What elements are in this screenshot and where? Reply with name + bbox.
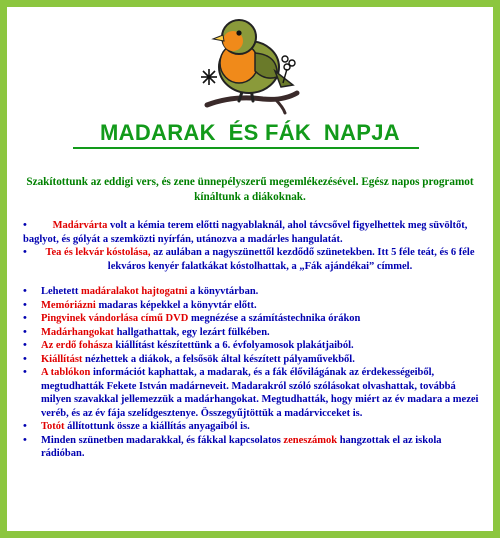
item-text: Lehetett: [41, 286, 81, 297]
list-item: [19, 312, 479, 326]
highlight-text: Pingvinek vándorlása című DVD: [41, 313, 189, 324]
list-item: [19, 285, 479, 299]
list-item-text: [41, 285, 479, 299]
list-item: [19, 420, 479, 434]
highlight-text: zeneszámok: [283, 434, 338, 446]
item-text: Minden szünetben madarakkal, és fákkal kapcsolatos: [41, 434, 284, 446]
item-text: volt a kémia terem előtti nagyablaknál, ahol távcsővel figyelhettek meg süvöltőt,: [107, 220, 468, 231]
item-text: hallgathattak, egy lezárt fülkében.: [113, 326, 270, 338]
item-text: madaras képekkel a könyvtár előtt.: [95, 299, 257, 311]
list-item: [19, 299, 479, 313]
highlight-text: Madárhangokat: [41, 326, 114, 338]
highlight-text: Tea és lekvár kóstolása,: [45, 247, 151, 258]
event-list: [19, 219, 479, 461]
page-title: MADARAK ÉS FÁK NAPJA: [100, 120, 400, 145]
bullet-icon: •: [23, 339, 27, 351]
list-item-text: [41, 326, 479, 340]
bullet-icon: •: [23, 298, 27, 311]
list-item: [19, 434, 479, 461]
highlight-text: Kiállítást: [41, 353, 83, 365]
bullet-icon: •: [23, 433, 27, 446]
list-item-text: [41, 366, 479, 420]
item-text: az aulában a nagyszünettől kezdődő szünetekben. Itt 5 féle teát, és 6 féle lekváros kenyér falatkákat kóstolhattak, a „Fák ajándékai” címmel.: [107, 247, 475, 272]
list-item: [19, 326, 479, 340]
bullet-icon: •: [23, 366, 27, 378]
list-item: [19, 219, 479, 246]
bullet-icon: •: [23, 352, 27, 365]
list-item-text: [41, 353, 479, 367]
item-text: állítottunk össze a kiállítás anyagaiból is.: [64, 421, 250, 432]
list-item-continuation: baglyot, és gólyát a szemközti nyírfán, utánozva a madárles hangulatát.: [23, 233, 343, 245]
item-text: hangzottak el az iskola rádióban.: [41, 434, 442, 459]
robin-bird-illustration: [193, 13, 305, 117]
list-item-text: [41, 299, 479, 313]
bullet-icon: •: [23, 285, 27, 297]
highlight-text: Az erdő fohásza: [41, 340, 113, 351]
list-item: [19, 246, 479, 273]
highlight-text: Madárvárta: [52, 220, 108, 231]
list-item: [19, 366, 479, 420]
highlight-text: A tablókon: [41, 367, 91, 378]
item-text: a könyvtárban.: [187, 286, 259, 297]
list-item-text: [41, 420, 479, 434]
title-underline: [73, 147, 419, 149]
highlight-text: Totót: [41, 421, 65, 432]
list-item-text: [41, 434, 479, 461]
highlight-text: madáralakot hajtogatni: [80, 286, 188, 297]
bullet-icon: •: [23, 325, 27, 338]
item-text: nézhettek a diákok, a felsősök által készített pályaművekből.: [82, 353, 355, 365]
list-item: [19, 353, 479, 367]
bullet-icon: •: [23, 219, 27, 231]
bullet-icon: •: [23, 420, 27, 432]
item-text: kiállítást készítettünk a 6. évfolyamosok plakátjaiból.: [112, 340, 354, 351]
highlight-text: Memóriázni: [41, 299, 96, 311]
item-text: megnézése a számítástechnika órákon: [188, 313, 361, 324]
list-item-text: [41, 219, 479, 233]
bullet-icon: •: [23, 312, 27, 324]
list-item-text: [41, 246, 479, 273]
bullet-icon: •: [23, 246, 27, 258]
item-text: információt kaphattak, a madarak, és a fák élővilágának az érdekességeiből, megtudhatták Fekete István madárneveit. Madarakról szóló szólásokat olvashattak, továbbá milyen szavakkal jellemezzük a madárhangokat. Megtudhatták, hogy miért az év madara a mezei veréb, és az év fája szelídgesztenye. Összegyűjtöttük a madárvicceket is.: [41, 367, 479, 419]
list-item: [19, 339, 479, 353]
list-item-text: [41, 339, 479, 353]
intro-paragraph: Szakítottunk az eddigi vers, és zene ünnepélyszerű megemlékezésével. Egész napos programot kínáltunk a diákoknak.: [26, 176, 474, 203]
list-item-text: [41, 312, 479, 326]
